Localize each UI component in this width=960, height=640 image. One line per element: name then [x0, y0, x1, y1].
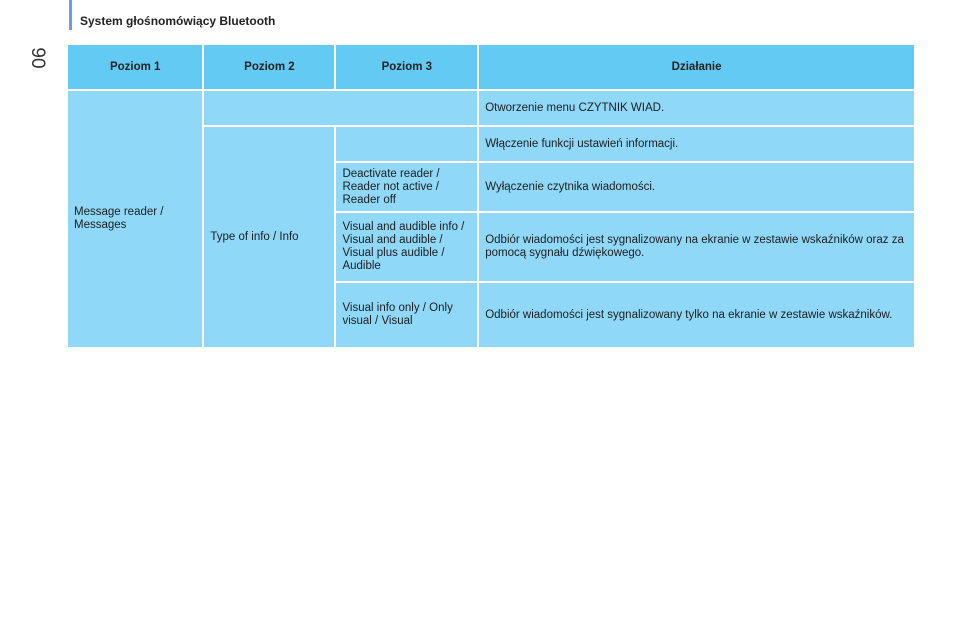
action-cell: Odbiór wiadomości jest sygnalizowany na ekranie w zestawie wskaźników oraz za pomocą sygnału dźwiękowego.: [479, 213, 916, 283]
action-cell: Otworzenie menu CZYTNIK WIAD.: [479, 91, 916, 127]
level3-cell: Visual and audible info / Visual and audible / Visual plus audible / Audible: [336, 213, 479, 283]
page-number: 90: [27, 47, 48, 69]
level3-cell: [204, 91, 479, 127]
level1-cell: Message reader / Messages: [68, 91, 204, 349]
header-rule: [69, 0, 72, 30]
page-title: System głośnomówiący Bluetooth: [80, 14, 276, 28]
action-cell: Odbiór wiadomości jest sygnalizowany tylko na ekranie w zestawie wskaźników.: [479, 283, 916, 349]
column-header-action: Działanie: [479, 45, 916, 91]
action-cell: Wyłączenie czytnika wiadomości.: [479, 163, 916, 213]
column-header-level1: Poziom 1: [68, 45, 204, 91]
column-header-level3: Poziom 3: [336, 45, 479, 91]
level3-cell: Deactivate reader / Reader not active / Reader off: [336, 163, 479, 213]
column-header-level2: Poziom 2: [204, 45, 336, 91]
table-row: [68, 91, 916, 127]
level3-cell: Visual info only / Only visual / Visual: [336, 283, 479, 349]
level3-cell: [336, 127, 479, 163]
level2-cell: Type of info / Info: [204, 127, 336, 349]
action-cell: Włączenie funkcji ustawień informacji.: [479, 127, 916, 163]
table-header-row: [68, 45, 916, 91]
menu-table: [68, 45, 916, 349]
